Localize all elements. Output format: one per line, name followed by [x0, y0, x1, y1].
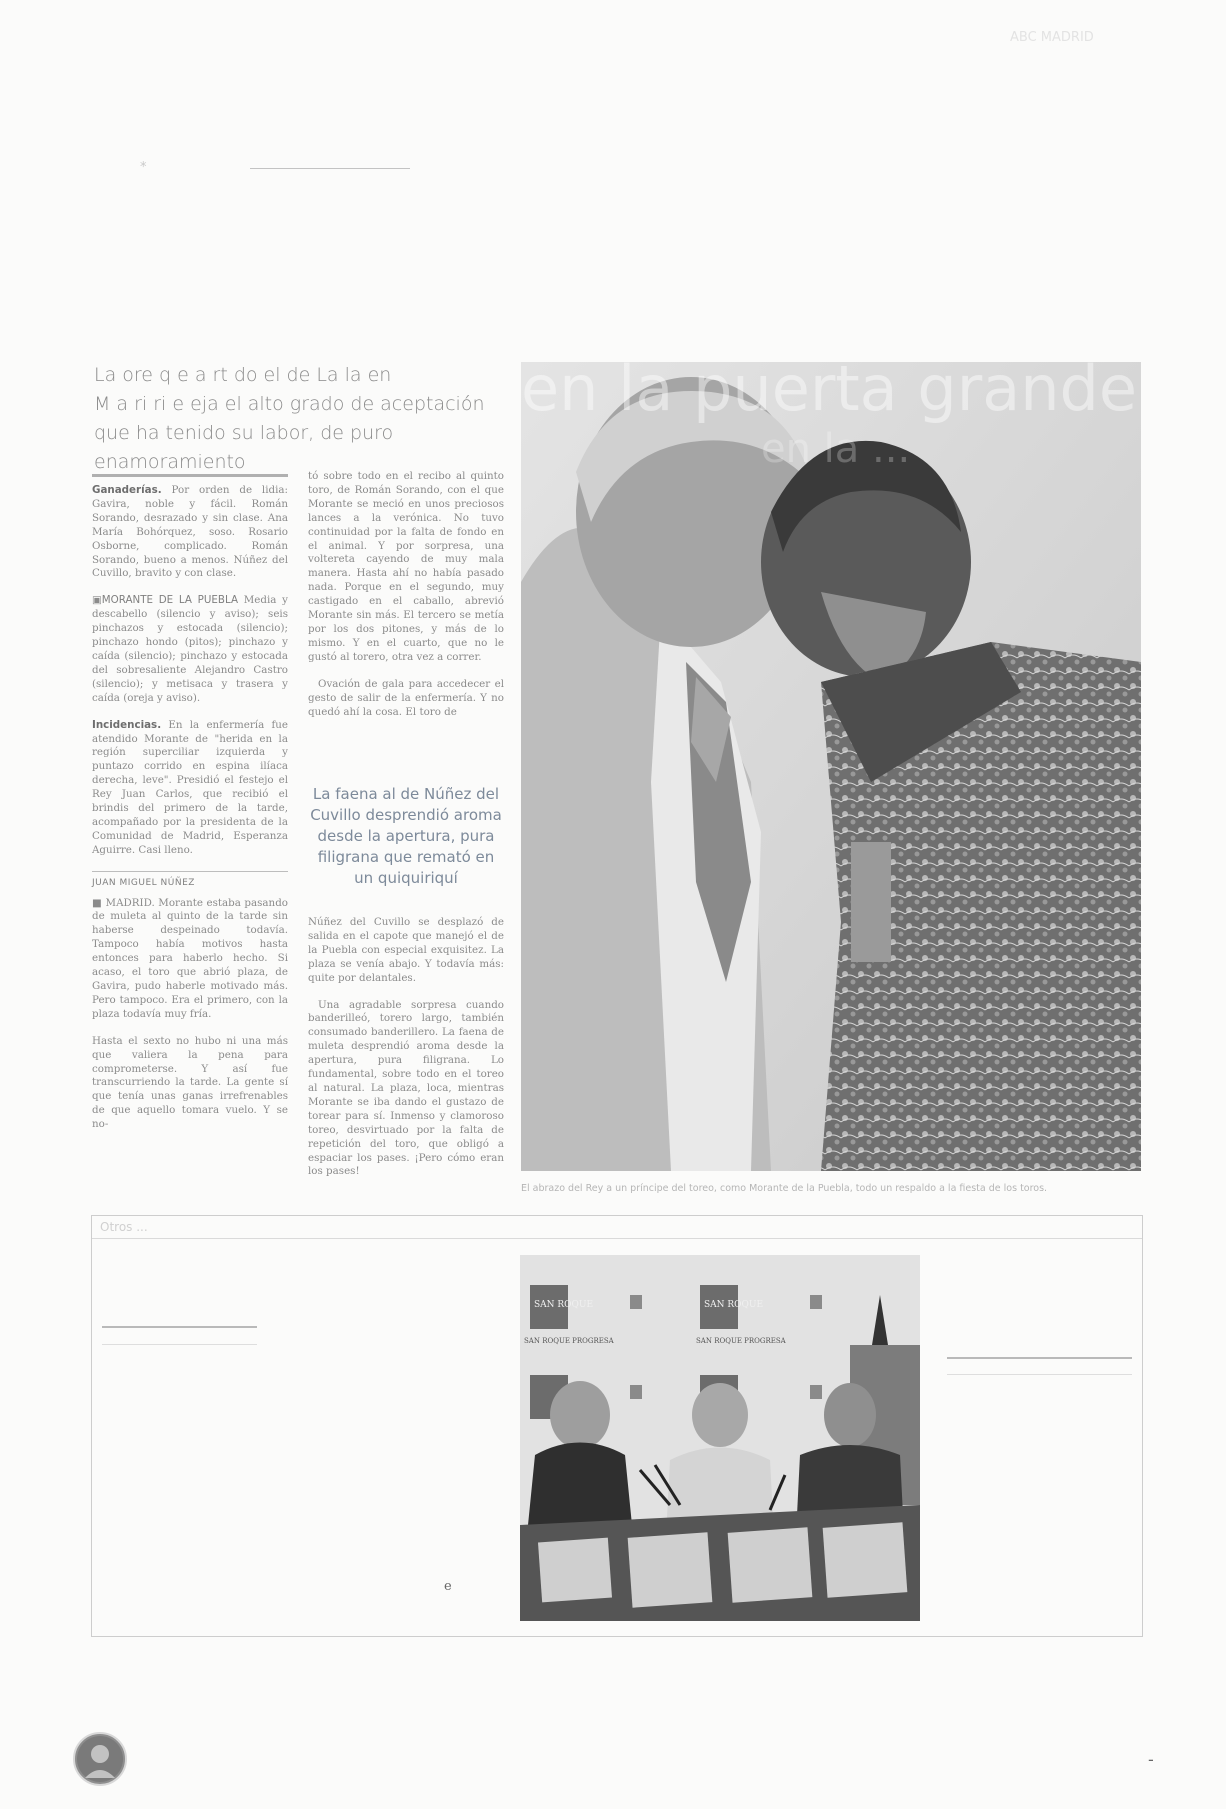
banner-sub-2: SAN ROQUE PROGRESA — [696, 1337, 786, 1345]
column2-paragraph-3: Núñez del Cuvillo se desplazó de salida en el capote que manejó el de la Puebla con especial exquisitez. La plaza se venía abajo. Y todavía más: quite por delantales. — [308, 916, 504, 984]
article-deck — [94, 361, 524, 477]
column2-paragraph-2: Ovación de gala para accedecer el gesto de salir de la enfermería. Y no quedó ahí la cosa. El toro de — [308, 677, 504, 718]
column1 — [92, 484, 288, 1145]
pull-quote: La faena al de Núñez del Cuvillo desprendió aroma desde la apertura, pura filigrana que remató en un quiquiriquí — [310, 785, 502, 887]
incidencias-text: En la enfermería fue atendido Morante de "herida en la región superciliar izquierda y puntazo corrido en espina ilíaca derecha, leve". Presidió el festejo el Rey Juan Carlos, que recibió el brindis del primero de la tarde, acompañado por la presidenta de la Comunidad de Madrid, Esperanza Aguirre. Casi lleno. — [92, 718, 288, 856]
byline: JUAN MIGUEL NÚÑEZ — [92, 877, 195, 888]
panel-right-rule — [947, 1357, 1132, 1359]
byline-rule — [92, 871, 288, 872]
footer-logo — [73, 1732, 127, 1786]
deck-line-3: que ha tenido su labor, de puro enamoramiento — [94, 422, 394, 473]
incidencias-head: Incidencias. — [92, 718, 162, 731]
portrait-icon — [75, 1734, 125, 1784]
morante-text: Media y descabello (silencio y aviso); seis pinchazos y estocada (silencio); pinchazo hondo (pitos); pinchazo y caída (silencio); pinchazo y estocada del sobresaliente Alejandro Castro (silencio); y metisaca y trasera y caída (oreja y aviso). — [92, 594, 288, 704]
morante-head: MORANTE DE LA PUEBLA — [101, 594, 239, 607]
panel-right-rule-2 — [947, 1374, 1132, 1375]
small-mark: * — [140, 160, 147, 175]
ganaderias-text: Por orden de lidia: Gavira, noble y fácil. Román Sorando, desrazado y sin clase. Ana María Bohórquez, soso. Rosario Osborne, complicado. Román Sorando, bueno a menos. Núñez del Cuvillo, bravito y con clase. — [92, 484, 289, 580]
bottom-panel — [91, 1215, 1143, 1637]
morante-paragraph — [92, 594, 288, 705]
column2-paragraph-4: Una agradable sorpresa cuando banderilleó, torero largo, también consumado banderillero. La faena de muleta desprendió aroma desde la apertura, pura filigrana. Lo fundamental, sobre todo en el toreo al natural. La plaza, loca, mientras Morante se iba dando el gustazo de torear para sí. Inmenso y clamoroso toreo, desvirtuado por la falta de repetición del toro, que obligó a espaciar los pases. ¡Pero cómo eran los pases! — [308, 998, 504, 1178]
ganaderias-head: Ganaderías. — [92, 484, 162, 496]
bullet-icon: ■ — [92, 896, 106, 909]
incidencias-paragraph — [92, 719, 288, 858]
banner-sub-1: SAN ROQUE PROGRESA — [524, 1337, 614, 1345]
page-reference: ABC MADRID — [1010, 30, 1094, 45]
column1-top-rule — [92, 474, 288, 477]
main-photo — [521, 362, 1141, 1171]
photo-overlay-line-1: en la puerta grande — [521, 362, 1138, 425]
main-photo-art — [521, 362, 1141, 1171]
ganaderias-paragraph — [92, 484, 288, 581]
deck-line-1: La ore q e a rt do el de La la en — [94, 364, 392, 386]
stray-letter: e — [444, 1579, 452, 1594]
footer-dash: - — [1148, 1750, 1154, 1769]
column2-bottom — [308, 916, 504, 1192]
box-icon: ▣ — [92, 594, 102, 607]
banner-text-1: SAN ROQUE — [534, 1300, 594, 1310]
header-rule — [250, 168, 410, 169]
panel-left-rule — [102, 1326, 257, 1328]
press-photo-art — [520, 1255, 920, 1621]
column2-top — [308, 470, 504, 732]
column2-paragraph-1: tó sobre todo en el recibo al quinto toro, de Román Sorando, con el que Morante se meció en unos preciosos lances a la verónica. No tuvo continuidad por la falta de fondo en el animal. Y por sorpresa, una voltereta cayendo de muy mala manera. Hasta ahí no había pasado nada. Porque en el segundo, muy castigado en el caballo, abrevió Morante sin más. El tercero se metía por los dos pitones, y más de lo mismo. Y en el cuarto, que no le gustó al torero, otra vez a correr. — [308, 470, 504, 663]
press-photo — [520, 1255, 920, 1621]
body-paragraph-2: Hasta el sexto no hubo ni una más que valiera la pena para comprometerse. Y así fue transcurriendo la tarde. La gente sí que tenía unas ganas irrefrenables de que aquello tomara vuelo. Y se no- — [92, 1034, 288, 1131]
main-photo-caption: El abrazo del Rey a un príncipe del toreo, como Morante de la Puebla, todo un respaldo a la fiesta de los toros. — [521, 1183, 1048, 1194]
panel-left-rule-2 — [102, 1344, 257, 1345]
photo-overlay-line-2: en la ... — [761, 426, 911, 472]
banner-text-2: SAN ROQUE — [704, 1300, 764, 1310]
body-paragraph-1: ■ MADRID. Morante estaba pasando de muleta al quinto de la tarde sin haberse despeinado todavía. Tampoco había motivos hasta entonces para haberlo hecho. Si acaso, el toro que abrió plaza, de Gavira, pudo haberle motivado más. Pero tampoco. Era el primero, con la plaza todavía muy fría. — [92, 896, 288, 1020]
bottom-panel-head: Otros ... — [92, 1216, 1142, 1239]
deck-line-2: M a ri ri e eja el alto grado de aceptación — [94, 393, 485, 415]
